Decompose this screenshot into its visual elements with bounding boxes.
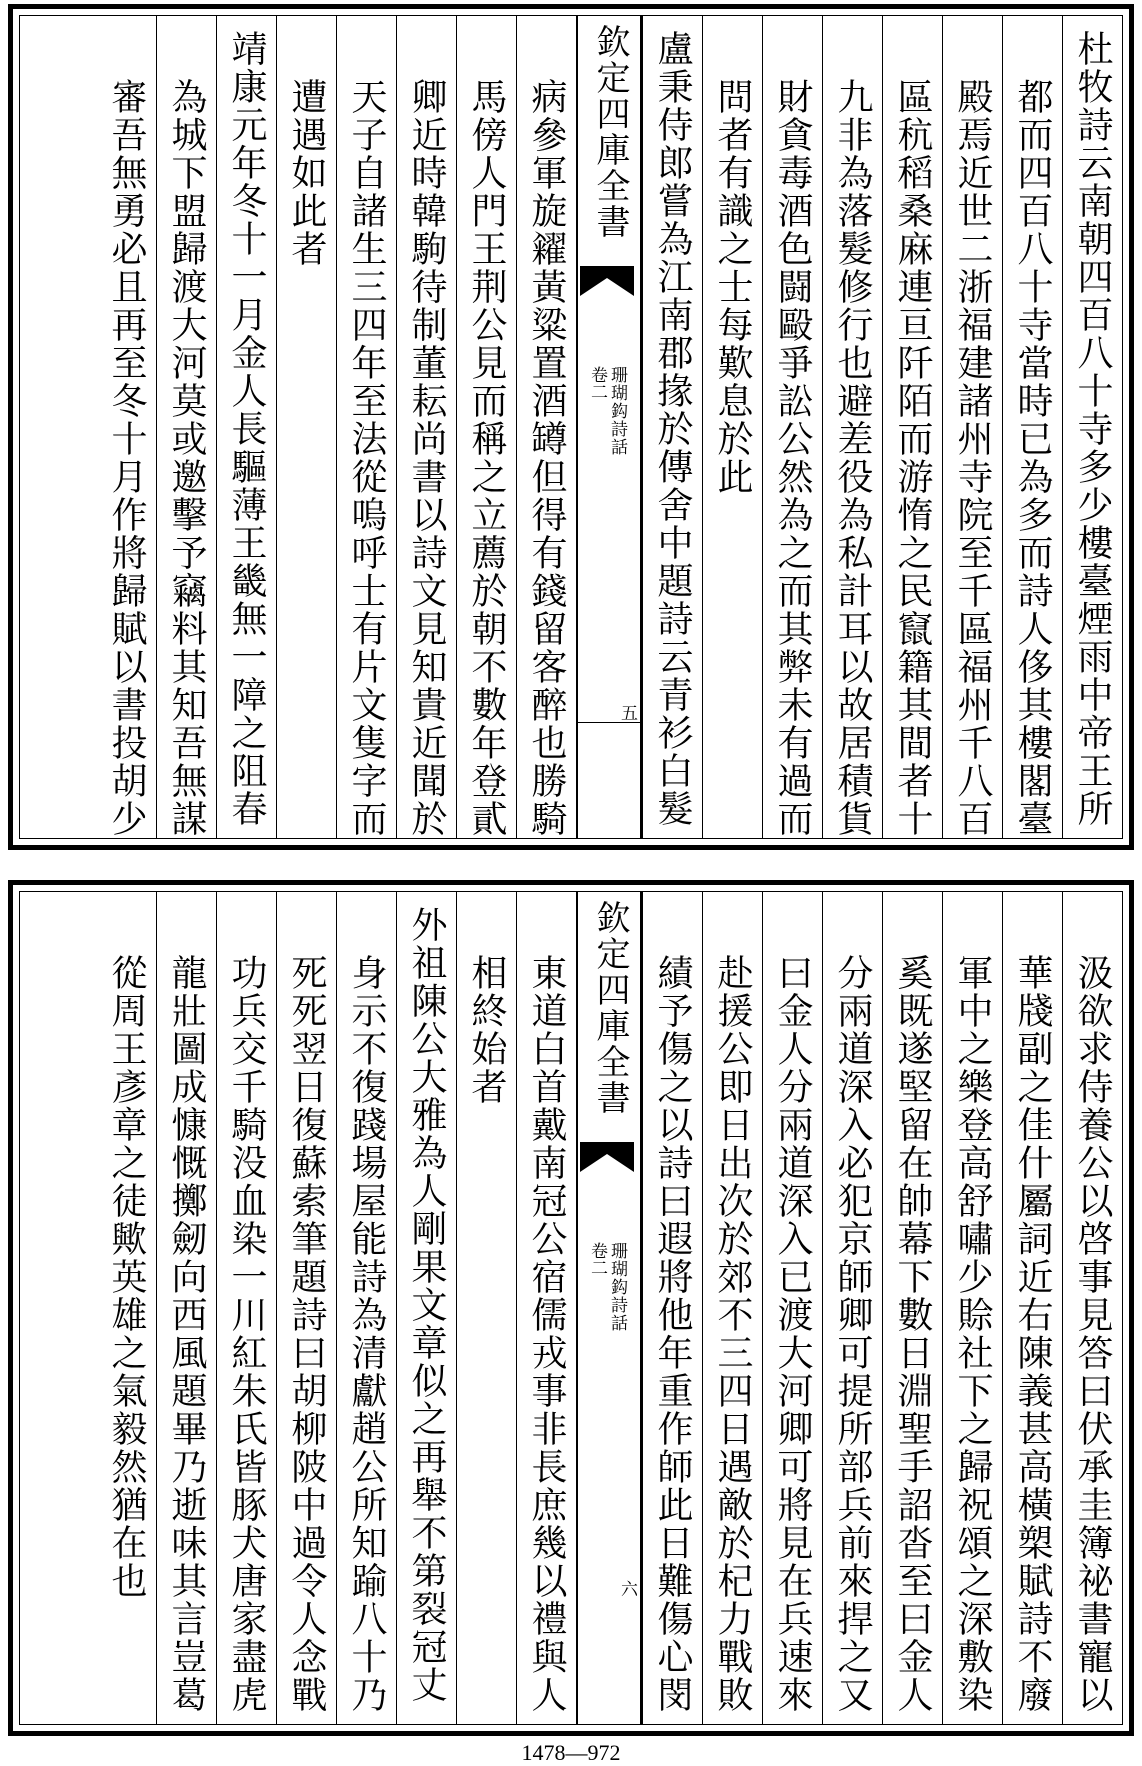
text-column: 病參軍旋糴黃粱置酒罇但得有錢留客醉也勝騎 [516,16,576,838]
page-number: 五 [617,704,637,721]
catalog-title: 欽定四庫全書 [590,900,630,1116]
text-column: 盧秉侍郎嘗為江南郡掾於傳舍中題詩云青衫白髮 [642,16,702,838]
book-title: 珊瑚鈎詩話 [607,366,627,456]
lower-text-block [19,891,1123,1725]
text-column: 軍中之樂登高舒嘯少賒社下之歸祝頌之深敷染 [942,892,1002,1724]
text-column: 死死翌日復蘇索筆題詩曰胡柳陂中過令人念戰 [276,892,336,1724]
text-column: 華牋副之佳什屬詞近右陳義甚高橫槊賦詩不廢 [1002,892,1062,1724]
text-column: 財貪毒酒色闘毆爭訟公然為之而其弊未有過而 [762,16,822,838]
text-column: 審吾無勇必且再至冬十月作將歸賦以書投胡少 [106,78,147,838]
text-column: 汲欲求侍養公以啓事見答曰伏承圭簿祕書寵以 [1062,892,1122,1724]
text-column: 奚既遂堅留在帥幕下數日淵聖手詔沓至曰金人 [882,892,942,1724]
text-column: 馬傍人門王荆公見而稱之立薦於朝不數年登貳 [456,16,516,838]
text-column: 為城下盟歸渡大河莫或邀擊予竊料其知吾無謀 [156,16,216,838]
text-column: 問者有識之士每歎息於此 [702,16,762,838]
text-column: 身示不復踐場屋能詩為清獻趙公所知踰八十乃 [336,892,396,1724]
text-column: 靖康元年冬十一月金人長驅薄王畿無一障之阻春 [216,16,276,838]
text-column: 相終始者 [456,892,516,1724]
volume-label: 卷二 [587,1242,607,1276]
upper-text-block [19,15,1123,839]
text-column: 從周王彥章之徒歟英雄之氣毅然猶在也 [106,954,147,1600]
text-column: 區秔稻桑麻連亘阡陌而游惰之民竄籍其間者十 [882,16,942,838]
page-number: 六 [617,1580,637,1597]
fish-tail-mark-icon [580,266,634,296]
upper-page [8,4,1134,850]
text-column: 赴援公即日出次於郊不三四日遇敵於杞力戰敗 [702,892,762,1724]
text-column: 杜牧詩云南朝四百八十寺多少樓臺煙雨中帝王所 [1062,16,1122,838]
center-margin [576,16,642,838]
text-column: 曰金人分兩道深入已渡大河卿可將見在兵速來 [762,892,822,1724]
page-code: 1478—972 [521,1740,621,1765]
text-column: 遭遇如此者 [276,16,336,838]
text-column: 龍壯圖成慷慨擲劒向西風題畢乃逝味其言豈葛 [156,892,216,1724]
text-column: 分兩道深入必犯京師卿可提所部兵前來捍之又 [822,892,882,1724]
text-column: 外祖陳公大雅為人剛果文章似之再舉不第裂冠丈 [396,892,456,1724]
text-column: 殿焉近世二浙福建諸州寺院至千區福州千八百 [942,16,1002,838]
center-margin [576,892,642,1724]
fish-tail-mark-icon [580,1142,634,1172]
text-column: 卿近時韓駒待制董耘尚書以詩文見知貴近聞於 [396,16,456,838]
lower-page [8,880,1134,1736]
text-column: 都而四百八十寺當時已為多而詩人侈其樓閣臺 [1002,16,1062,838]
text-column: 績予傷之以詩曰遐將他年重作師此日難傷心閔 [642,892,702,1724]
volume-label: 卷二 [587,366,607,400]
book-title: 珊瑚鈎詩話 [607,1242,627,1332]
page-number-rule [578,722,640,723]
catalog-title: 欽定四庫全書 [590,24,630,240]
text-column: 東道白首戴南冠公宿儒戎事非長庶幾以禮與人 [516,892,576,1724]
text-column: 功兵交千騎没血染一川紅朱氏皆豚犬唐家盡虎 [216,892,276,1724]
text-column: 天子自諸生三四年至法從嗚呼士有片文隻字而 [336,16,396,838]
text-column: 九非為落髮修行也避差役為私計耳以故居積貨 [822,16,882,838]
